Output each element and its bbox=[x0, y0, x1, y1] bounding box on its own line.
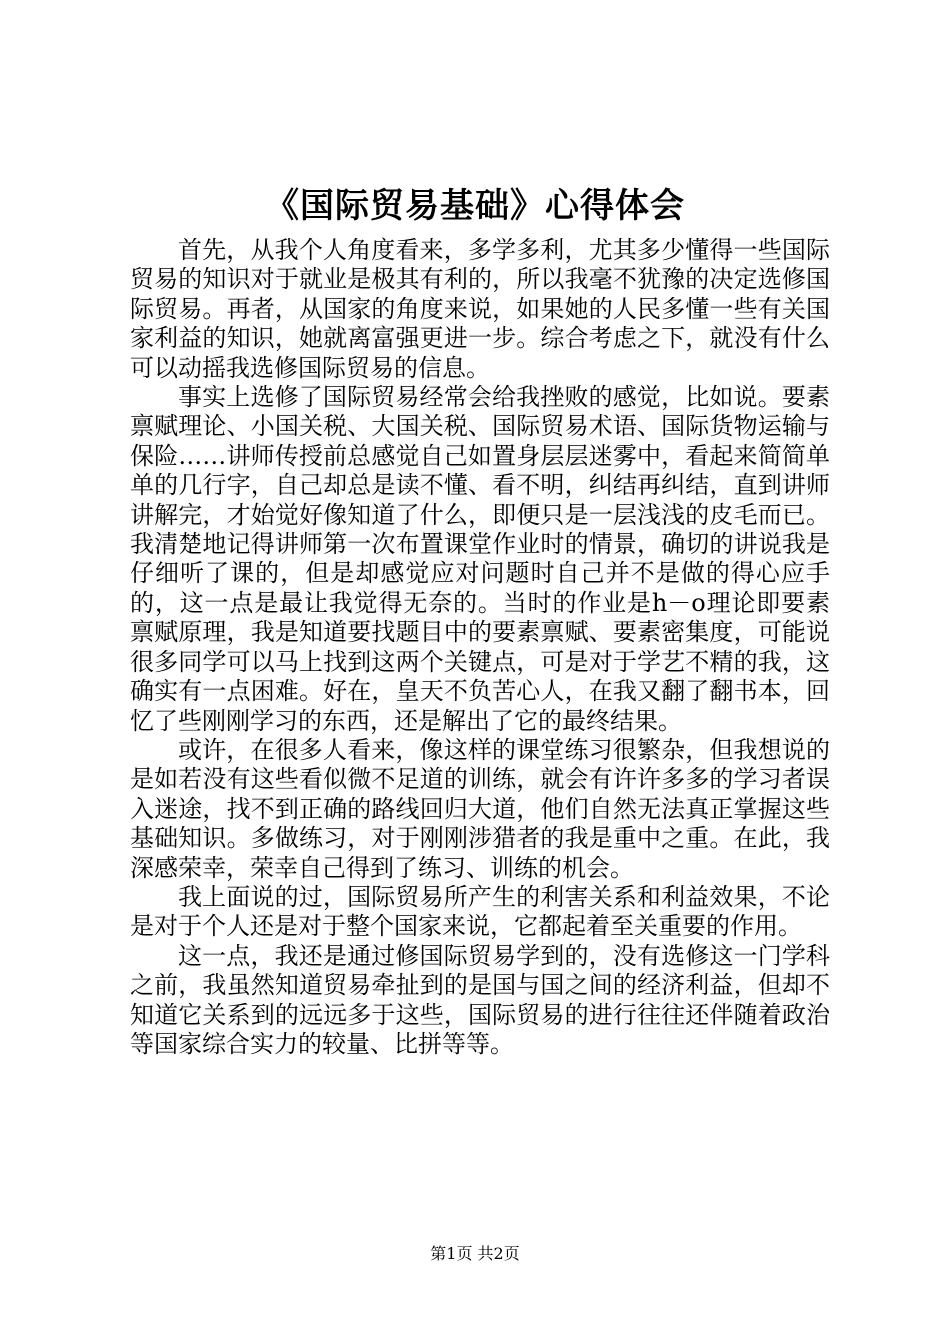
document-body bbox=[130, 236, 830, 1059]
paragraph-3: 或许，在很多人看来，像这样的课堂练习很繁杂，但我想说的是如若没有这些看似微不足道的训练，就会有许许多多的学习者误入迷途，找不到正确的路线回归大道，他们自然无法真正掌握这些基础知识。多做练习，对于刚刚涉猎者的我是重中之重。在此，我深感荣幸，荣幸自己得到了练习、训练的机会。 bbox=[130, 735, 830, 882]
document-title: 《国际贸易基础》心得体会 bbox=[265, 186, 685, 226]
paragraph-4: 我上面说的过，国际贸易所产生的利害关系和利益效果，不论是对于个人还是对于整个国家来说，它都起着至关重要的作用。 bbox=[130, 882, 830, 941]
paragraph-5: 这一点，我还是通过修国际贸易学到的，没有选修这一门学科之前，我虽然知道贸易牵扯到的是国与国之间的经济利益，但却不知道它关系到的远远多于这些，国际贸易的进行往往还伴随着政治等国家综合实力的较量、比拼等等。 bbox=[130, 941, 830, 1058]
paragraph-1: 首先，从我个人角度看来，多学多利，尤其多少懂得一些国际贸易的知识对于就业是极其有利的，所以我毫不犹豫的决定选修国际贸易。再者，从国家的角度来说，如果她的人民多懂一些有关国家利益的知识，她就离富强更进一步。综合考虑之下，就没有什么可以动摇我选修国际贸易的信息。 bbox=[130, 236, 830, 382]
paragraph-2: 事实上选修了国际贸易经常会给我挫败的感觉，比如说。要素禀赋理论、小国关税、大国关税、国际贸易术语、国际货物运输与保险……讲师传授前总感觉自己如置身层层迷雾中，看起来简简单单的几行字，自己却总是读不懂、看不明，纠结再纠结，直到讲师讲解完，才始觉好像知道了什么，即便只是一层浅浅的皮毛而已。我清楚地记得讲师第一次布置课堂作业时的情景，确切的讲说我是仔细听了课的，但是却感觉应对问题时自己并不是做的得心应手的，这一点是最让我觉得无奈的。当时的作业是h－o理论即要素禀赋原理，我是知道要找题目中的要素禀赋、要素密集度，可能说很多同学可以马上找到这两个关键点，可是对于学艺不精的我，这确实有一点困难。好在，皇天不负苦心人，在我又翻了翻书本，回忆了些刚刚学习的东西，还是解出了它的最终结果。 bbox=[130, 383, 830, 735]
page-number-footer: 第1页 共2页 bbox=[430, 1244, 520, 1263]
